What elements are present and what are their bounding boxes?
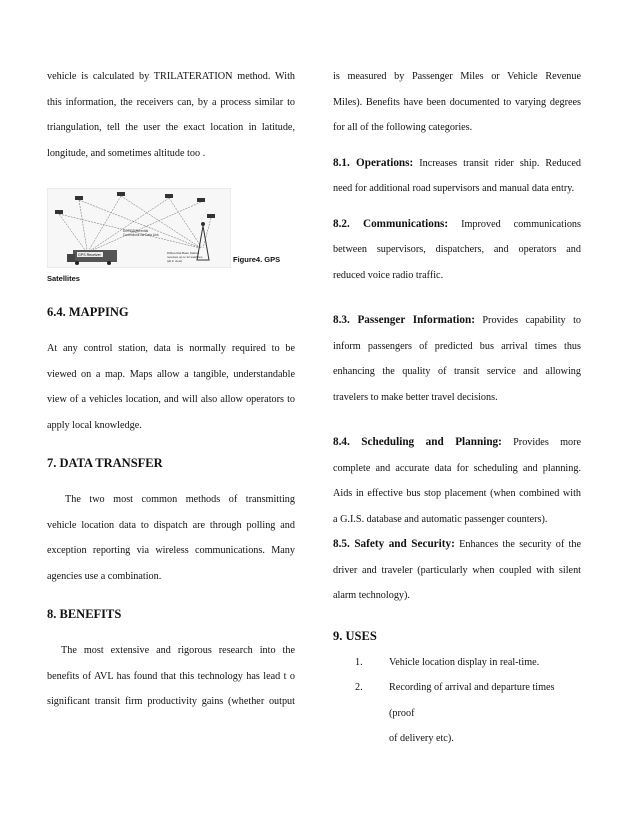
svg-text:GPS Receiver: GPS Receiver <box>78 253 101 257</box>
svg-text:(all in view): (all in view) <box>167 259 183 263</box>
subsection-title: 8.1. Operations: <box>333 156 414 169</box>
body-text: Enhances the security of the <box>459 539 582 550</box>
section-heading-uses: 9. USES <box>333 628 377 643</box>
body-text-line: reduced voice radio traffic. <box>333 269 444 281</box>
body-text-line: benefits of AVL has found that this technology has lead t o <box>47 670 295 682</box>
list-item-continued: of delivery etc). <box>389 733 454 744</box>
body-text-line: need for additional road supervisors and manual data entry. <box>333 183 575 194</box>
list-item: 2. Recording of arrival and departure times (proof <box>355 682 555 719</box>
body-text-line: viewed on a map. Maps allow a tangible, understandable <box>47 368 295 380</box>
svg-text:DGPS/Differential: DGPS/Differential <box>123 229 149 233</box>
body-text-line: for all of the following categories. <box>333 122 473 133</box>
subsection-title: 8.5. Safety and Security: <box>333 538 455 550</box>
body-text-line: triangulation, tell the user the exact location in latitude, <box>47 122 295 133</box>
body-text: Improved communications <box>461 218 581 230</box>
body-text-line: At any control station, data is normally required to be <box>47 343 295 354</box>
figure-caption-continued: Satellites <box>47 274 80 283</box>
body-text-line: vehicle is calculated by TRILATERATION method. With <box>47 71 295 82</box>
gps-satellites-diagram <box>47 188 231 268</box>
body-text: Increases transit rider ship. Reduced <box>419 157 582 169</box>
subsection-title: 8.4. Scheduling and Planning: <box>333 436 502 448</box>
body-text-line: enhancing the quality of transit service and allowing <box>333 366 581 377</box>
right-column <box>333 64 581 752</box>
body-text-line: a G.I.S. database and automatic passenger counters). <box>333 513 548 525</box>
body-text-line: longitude, and sometimes altitude too . <box>47 147 206 159</box>
body-text-line: exception reporting via wireless communications. Many <box>47 545 295 556</box>
body-text-line: complete and accurate data for scheduling and planning. <box>333 462 581 474</box>
body-text-line: is measured by Passenger Miles or Vehicle Revenue <box>333 71 581 82</box>
body-text-line: this information, the receivers can, by a process similar to <box>47 96 295 108</box>
body-text: Provides more <box>513 437 581 448</box>
section-heading-data-transfer: 7. DATA TRANSFER <box>47 456 163 470</box>
body-text-line: agencies use a combination. <box>47 570 162 582</box>
body-text: Provides capability to <box>482 315 582 326</box>
svg-text:receives up to 12 satellites: receives up to 12 satellites <box>167 255 203 259</box>
subsection-title: 8.3. Passenger Information: <box>333 314 475 326</box>
body-text-line: Miles). Benefits have been documented to varying degrees <box>333 96 581 108</box>
svg-text:Differential Base Station: Differential Base Station <box>167 251 200 255</box>
body-text-line: alarm technology). <box>333 590 410 601</box>
left-column <box>47 64 295 715</box>
list-item: 1. Vehicle location display in real-time. <box>355 656 540 668</box>
figure-caption: Figure4. GPS <box>233 255 281 264</box>
body-text-line: between supervisors, dispatchers, and operators and <box>333 244 581 255</box>
section-heading-benefits: 8. BENEFITS <box>47 607 122 621</box>
body-text-line: The most extensive and rigorous research into the <box>61 645 295 656</box>
uses-list <box>333 650 581 752</box>
body-text-line: significant transit firm productivity gains (whether output <box>47 696 295 707</box>
subsection-title: 8.2. Communications: <box>333 217 449 230</box>
svg-text:Corrections via Data Link: Corrections via Data Link <box>123 233 159 237</box>
body-text-line: driver and traveler (particularly when coupled with silent <box>333 564 581 576</box>
body-text-line: The two most common methods of transmitting <box>65 494 295 505</box>
body-text-line: apply local knowledge. <box>47 419 142 431</box>
body-text-line: travelers to make better travel decisions. <box>333 391 498 403</box>
body-text-line: inform passengers of predicted bus arrival times thus <box>333 340 581 352</box>
body-text-line: view of a vehicles location, and will also allow operators to <box>47 394 295 405</box>
gps-figure <box>47 188 295 276</box>
body-text-line: vehicle location data to dispatch are through polling and <box>47 519 295 531</box>
section-heading-mapping: 6.4. MAPPING <box>47 305 129 319</box>
body-text-line: Aids in effective bus stop placement (when combined with <box>333 488 581 499</box>
